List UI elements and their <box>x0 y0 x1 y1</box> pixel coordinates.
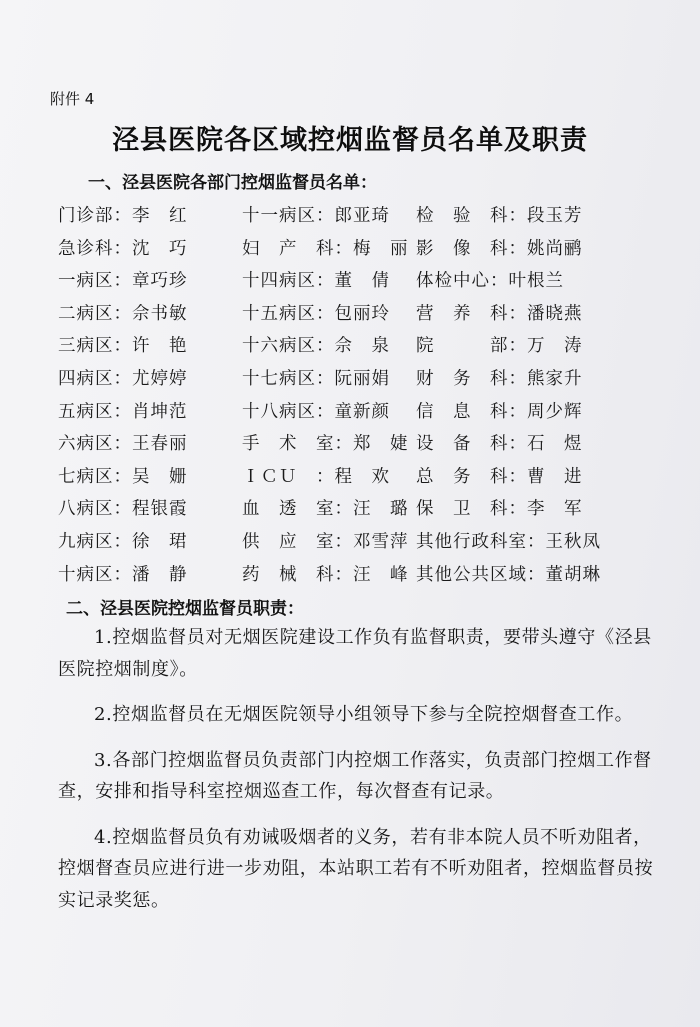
roster-entry: 九病区：徐 珺 <box>58 531 188 552</box>
roster-entry: 妇 产 科：梅 丽 <box>242 238 409 259</box>
roster-entry: 影 像 科：姚尚鹂 <box>416 238 583 259</box>
duty-item: 1.控烟监督员对无烟医院建设工作负有监督职责，要带头遵守《泾县医院控烟制度》。 <box>58 627 652 680</box>
roster-entry: 设 备 科：石 煜 <box>416 434 583 455</box>
duty-item: 3.各部门控烟监督员负责部门内控烟工作落实，负责部门控烟工作督查，安排和指导科室控烟巡查工作，每次督查有记录。 <box>58 749 652 802</box>
section-heading-duties: 二、泾县医院控烟监督员职责： <box>66 599 304 619</box>
roster-entry: 十病区：潘 静 <box>58 564 188 585</box>
roster-row <box>58 298 688 331</box>
document-title: 泾县医院各区域控烟监督员名单及职责 <box>112 125 588 156</box>
roster-entry: 六病区：王春丽 <box>58 434 188 455</box>
roster-entry: ＩＣＵ ：程 欢 <box>242 466 390 487</box>
roster-entry: 三病区：许 艳 <box>58 336 188 357</box>
roster-entry: 十七病区：阮丽娟 <box>242 368 390 389</box>
roster-entry: 其他行政科室：王秋凤 <box>416 531 601 552</box>
roster-entry: 四病区：尤婷婷 <box>58 368 188 389</box>
roster-row <box>58 265 688 298</box>
roster-entry: 财 务 科：熊家升 <box>416 368 583 389</box>
roster-row <box>58 428 688 461</box>
roster-entry: 供 应 室：邓雪萍 <box>242 531 409 552</box>
roster-entry: 十八病区：童新颜 <box>242 401 390 422</box>
roster-entry: 五病区：肖坤范 <box>58 401 188 422</box>
duty-item: 2.控烟监督员在无烟医院领导小组领导下参与全院控烟督查工作。 <box>94 704 634 725</box>
roster-entry: 药 械 科：汪 峰 <box>242 564 409 585</box>
roster-entry: 其他公共区域：董胡琳 <box>416 564 601 585</box>
roster-entry: 手 术 室：郑 婕 <box>242 434 409 455</box>
roster-entry: 七病区：吴 姗 <box>58 466 188 487</box>
roster-row <box>58 330 688 363</box>
roster-row <box>58 559 688 592</box>
roster-entry: 院 部：万 涛 <box>416 336 583 357</box>
roster-entry: 十一病区：郎亚琦 <box>242 206 390 226</box>
duties-list <box>58 622 658 930</box>
section-heading-roster: 一、泾县医院各部门控烟监督员名单： <box>88 173 377 193</box>
roster-row <box>58 396 688 429</box>
roster-entry: 检 验 科：段玉芳 <box>416 206 583 226</box>
attachment-label: 附件 4 <box>50 90 95 108</box>
roster-row <box>58 200 688 233</box>
roster-entry: 血 透 室：汪 璐 <box>242 499 409 520</box>
roster-entry: 门诊部：李 红 <box>58 206 188 226</box>
roster-entry: 体检中心：叶根兰 <box>416 271 564 292</box>
roster-row <box>58 461 688 494</box>
duty-item: 4.控烟监督员负有劝诫吸烟者的义务，若有非本院人员不听劝阻者，控烟督查员应进行进一步劝阻，本站职工若有不听劝阻者，控烟监督员按实记录奖惩。 <box>58 826 654 911</box>
roster-row <box>58 526 688 559</box>
roster-entry: 二病区：佘书敏 <box>58 303 188 324</box>
roster-entry: 八病区：程银霞 <box>58 499 188 520</box>
roster-entry: 总 务 科：曹 进 <box>416 466 583 487</box>
roster-entry: 保 卫 科：李 军 <box>416 499 583 520</box>
roster-entry: 十五病区：包丽玲 <box>242 303 390 324</box>
roster-row <box>58 493 688 526</box>
roster-entry: 十六病区：佘 泉 <box>242 336 390 357</box>
roster-row <box>58 233 688 266</box>
roster-entry: 信 息 科：周少辉 <box>416 401 583 422</box>
supervisor-roster <box>58 200 688 591</box>
roster-row <box>58 363 688 396</box>
roster-entry: 一病区：章巧珍 <box>58 271 188 292</box>
roster-entry: 急诊科：沈 巧 <box>58 238 188 259</box>
roster-entry: 营 养 科：潘晓燕 <box>416 303 583 324</box>
roster-entry: 十四病区：董 倩 <box>242 271 390 292</box>
